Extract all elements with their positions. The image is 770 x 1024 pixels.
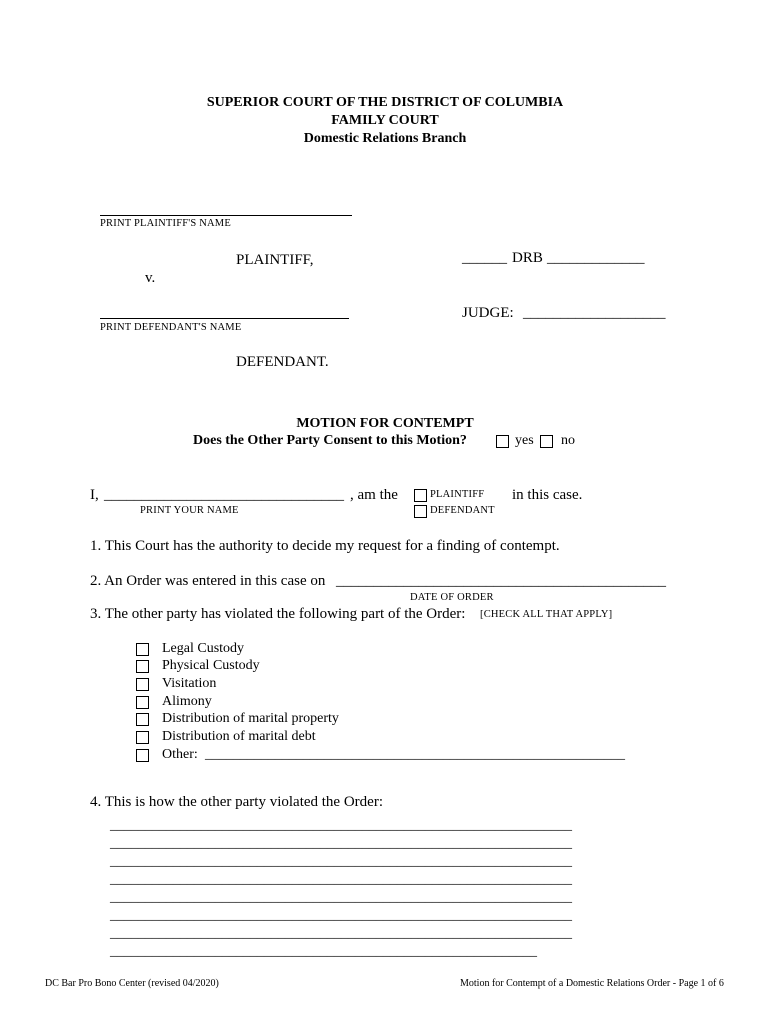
footer-right: Motion for Contempt of a Domestic Relations Order - Page 1 of 6 xyxy=(460,978,724,989)
answer-line[interactable]: __________________________________________________________________ xyxy=(110,836,572,851)
alimony-label: Alimony xyxy=(162,694,212,709)
court-branch: Domestic Relations Branch xyxy=(303,131,467,146)
drb-prefix-field[interactable]: ______ xyxy=(462,250,507,266)
defendant-role-checkbox[interactable] xyxy=(414,505,427,518)
item-4: 4. This is how the other party violated the Order: xyxy=(90,794,383,810)
motion-title: MOTION FOR CONTEMPT xyxy=(296,416,474,431)
order-date-field[interactable]: ____________________________________________ xyxy=(336,573,666,589)
physical-custody-label: Physical Custody xyxy=(162,658,260,673)
legal-custody-checkbox[interactable] xyxy=(136,643,149,656)
legal-custody-label: Legal Custody xyxy=(162,641,245,656)
marital-property-label: Distribution of marital property xyxy=(162,711,339,726)
court-division: FAMILY COURT xyxy=(331,113,439,128)
consent-yes-label: yes xyxy=(515,433,534,448)
plaintiff-name-field[interactable] xyxy=(100,215,352,216)
other-checkbox[interactable] xyxy=(136,749,149,762)
plaintiff-role-label: PLAINTIFF xyxy=(430,489,485,500)
consent-yes-checkbox[interactable] xyxy=(496,435,509,448)
answer-line[interactable]: _____________________________________________________________ xyxy=(110,944,537,959)
consent-no-label: no xyxy=(561,433,575,448)
consent-question: Does the Other Party Consent to this Motion? xyxy=(193,433,467,448)
answer-line[interactable]: __________________________________________________________________ xyxy=(110,890,572,905)
drb-number-field[interactable]: _____________ xyxy=(547,250,645,266)
judge-label: JUDGE: xyxy=(462,305,514,321)
physical-custody-checkbox[interactable] xyxy=(136,660,149,673)
footer-left: DC Bar Pro Bono Center (revised 04/2020) xyxy=(45,978,219,989)
other-field[interactable]: ____________________________________________________________ xyxy=(205,747,625,762)
consent-no-checkbox[interactable] xyxy=(540,435,553,448)
intro-am-the: , am the xyxy=(350,487,398,503)
intro-suffix: in this case. xyxy=(512,487,583,503)
item-3-note: [CHECK ALL THAT APPLY] xyxy=(480,609,613,620)
visitation-checkbox[interactable] xyxy=(136,678,149,691)
your-name-label: PRINT YOUR NAME xyxy=(140,505,239,516)
item-2: 2. An Order was entered in this case on xyxy=(90,573,326,589)
order-date-label: DATE OF ORDER xyxy=(410,592,494,603)
item-3: 3. The other party has violated the following part of the Order: xyxy=(90,606,466,622)
alimony-checkbox[interactable] xyxy=(136,696,149,709)
other-label: Other: xyxy=(162,747,198,762)
answer-line[interactable]: __________________________________________________________________ xyxy=(110,926,572,941)
intro-prefix: I, xyxy=(90,487,99,503)
plaintiff-role-checkbox[interactable] xyxy=(414,489,427,502)
defendant-name-label: PRINT DEFENDANT'S NAME xyxy=(100,322,242,333)
drb-label: DRB xyxy=(512,250,543,266)
answer-line[interactable]: __________________________________________________________________ xyxy=(110,854,572,869)
plaintiff-name-label: PRINT PLAINTIFF'S NAME xyxy=(100,218,231,229)
answer-line[interactable]: __________________________________________________________________ xyxy=(110,872,572,887)
marital-debt-checkbox[interactable] xyxy=(136,731,149,744)
court-name: SUPERIOR COURT OF THE DISTRICT OF COLUMBIA xyxy=(206,95,564,110)
item-1: 1. This Court has the authority to decide my request for a finding of contempt. xyxy=(90,538,560,554)
marital-property-checkbox[interactable] xyxy=(136,713,149,726)
answer-line[interactable]: __________________________________________________________________ xyxy=(110,908,572,923)
visitation-label: Visitation xyxy=(162,676,217,691)
defendant-word: DEFENDANT. xyxy=(236,354,329,370)
judge-field[interactable]: ___________________ xyxy=(523,305,666,321)
versus-text: v. xyxy=(145,270,156,286)
plaintiff-word: PLAINTIFF, xyxy=(236,252,314,268)
marital-debt-label: Distribution of marital debt xyxy=(162,729,316,744)
defendant-role-label: DEFENDANT xyxy=(430,505,495,516)
your-name-field[interactable]: ________________________________ xyxy=(104,487,344,503)
defendant-name-field[interactable] xyxy=(100,318,349,319)
answer-line[interactable]: __________________________________________________________________ xyxy=(110,818,572,833)
